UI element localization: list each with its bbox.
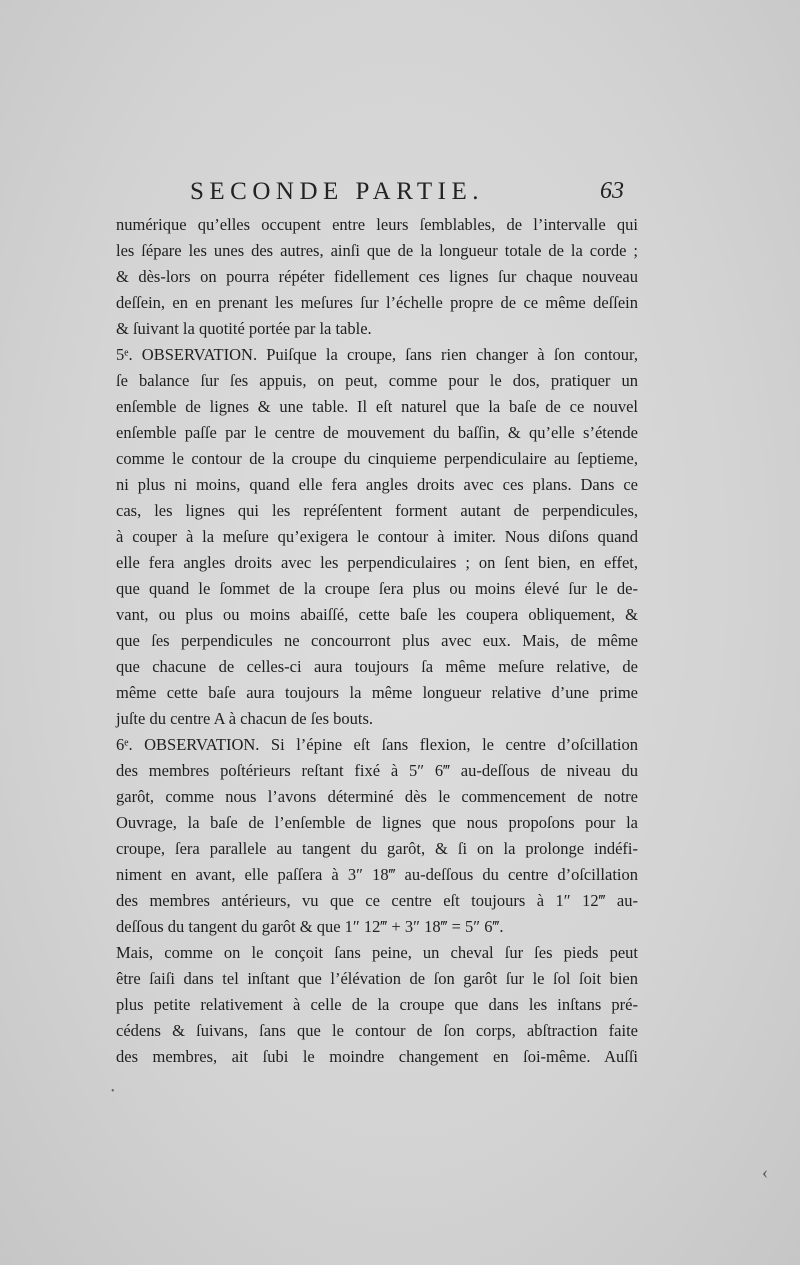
text-line: & dès-lors on pourra répéter fidellement ces lignes ſur chaque nouveau [116,267,638,286]
text-line: cédens & ſuivans, ſans que le contour de ſon corps, abſtraction faite [116,1021,638,1040]
text-line: des membres, ait ſubi le moindre changement en ſoi-même. Auſſi [116,1047,638,1066]
text-line: des membres antérieurs, vu que ce centre eſt toujours à 1″ 12‴ au- [116,891,638,910]
text-line: à couper à la meſure qu’exigera le contour à imiter. Nous diſons quand [116,527,638,546]
text-line: niment en avant, elle paſſera à 3″ 18‴ au-deſſous du centre d’oſcillation [116,865,638,884]
page-number: 63 [600,178,624,204]
page-header [0,178,800,210]
text-line: Mais, comme on le conçoit ſans peine, un cheval ſur ſes pieds peut [116,943,638,962]
text-line: croupe, ſera parallele au tangent du garôt, & ſi on la prolonge indéfi- [116,839,638,858]
text-line: & ſuivant la quotité portée par la table. [116,319,372,338]
text-line: vant, ou plus ou moins abaiſſé, cette baſe les coupera obliquement, & [116,605,638,624]
text-line: les ſépare les unes des autres, ainſi que de la longueur totale de la corde ; [116,241,638,260]
text-line: 6ᵉ. OBSERVATION. Si l’épine eſt ſans flexion, le centre d’oſcillation [116,735,638,754]
text-line: enſemble paſſe par le centre de mouvement du baſſin, & qu’elle s’étende [116,423,638,442]
text-line: plus petite relativement à celle de la croupe que dans les inſtans pré- [116,995,638,1014]
text-line: deſſous du tangent du garôt & que 1″ 12‴ + 3″ 18‴ = 5″ 6‴. [116,917,504,936]
body-text [116,212,638,1070]
text-line: garôt, comme nous l’avons déterminé dès le commencement de notre [116,787,638,806]
running-title: SECONDE PARTIE. [190,178,484,205]
text-line: 5ᵉ. OBSERVATION. Puiſque la croupe, ſans rien changer à ſon contour, [116,345,638,364]
text-line: que ſes perpendicules ne concourront plus avec eux. Mais, de même [116,631,638,650]
text-line: deſſein, en en prenant les meſures ſur l’échelle propre de ce même deſſein [116,293,638,312]
text-line: que quand le ſommet de la croupe ſera plus ou moins élevé ſur le de- [116,579,638,598]
text-line: ſe balance ſur ſes appuis, on peut, comme pour le dos, pratiquer un [116,371,638,390]
text-line: même cette baſe aura toujours la même longueur relative d’une prime [116,683,638,702]
text-line: être ſaiſi dans tel inſtant que l’élévation de ſon garôt ſur le ſol ſoit bien [116,969,638,988]
page-edge-mark: ‹ [762,1162,768,1182]
text-line: enſemble de lignes & une table. Il eſt naturel que la baſe de ce nouvel [116,397,638,416]
text-line: ni plus ni moins, quand elle fera angles droits avec ces plans. Dans ce [116,475,638,494]
text-line: juſte du centre A à chacun de ſes bouts. [116,709,374,728]
text-line: des membres poſtérieurs reſtant fixé à 5″ 6‴ au-deſſous de niveau du [116,761,638,780]
text-line: Ouvrage, la baſe de l’enſemble de lignes que nous propoſons pour la [116,813,638,832]
text-line: que chacune de celles-ci aura toujours ſa même meſure relative, de [116,657,638,676]
text-line: elle fera angles droits avec les perpendiculaires ; on ſent bien, en effet, [116,553,638,572]
ink-speck: • [111,1086,115,1097]
text-line: numérique qu’elles occupent entre leurs ſemblables, de l’intervalle qui [116,215,638,234]
text-line: cas, les lignes qui les repréſentent forment autant de perpendicules, [116,501,638,520]
text-line: comme le contour de la croupe du cinquieme perpendiculaire au ſeptieme, [116,449,638,468]
